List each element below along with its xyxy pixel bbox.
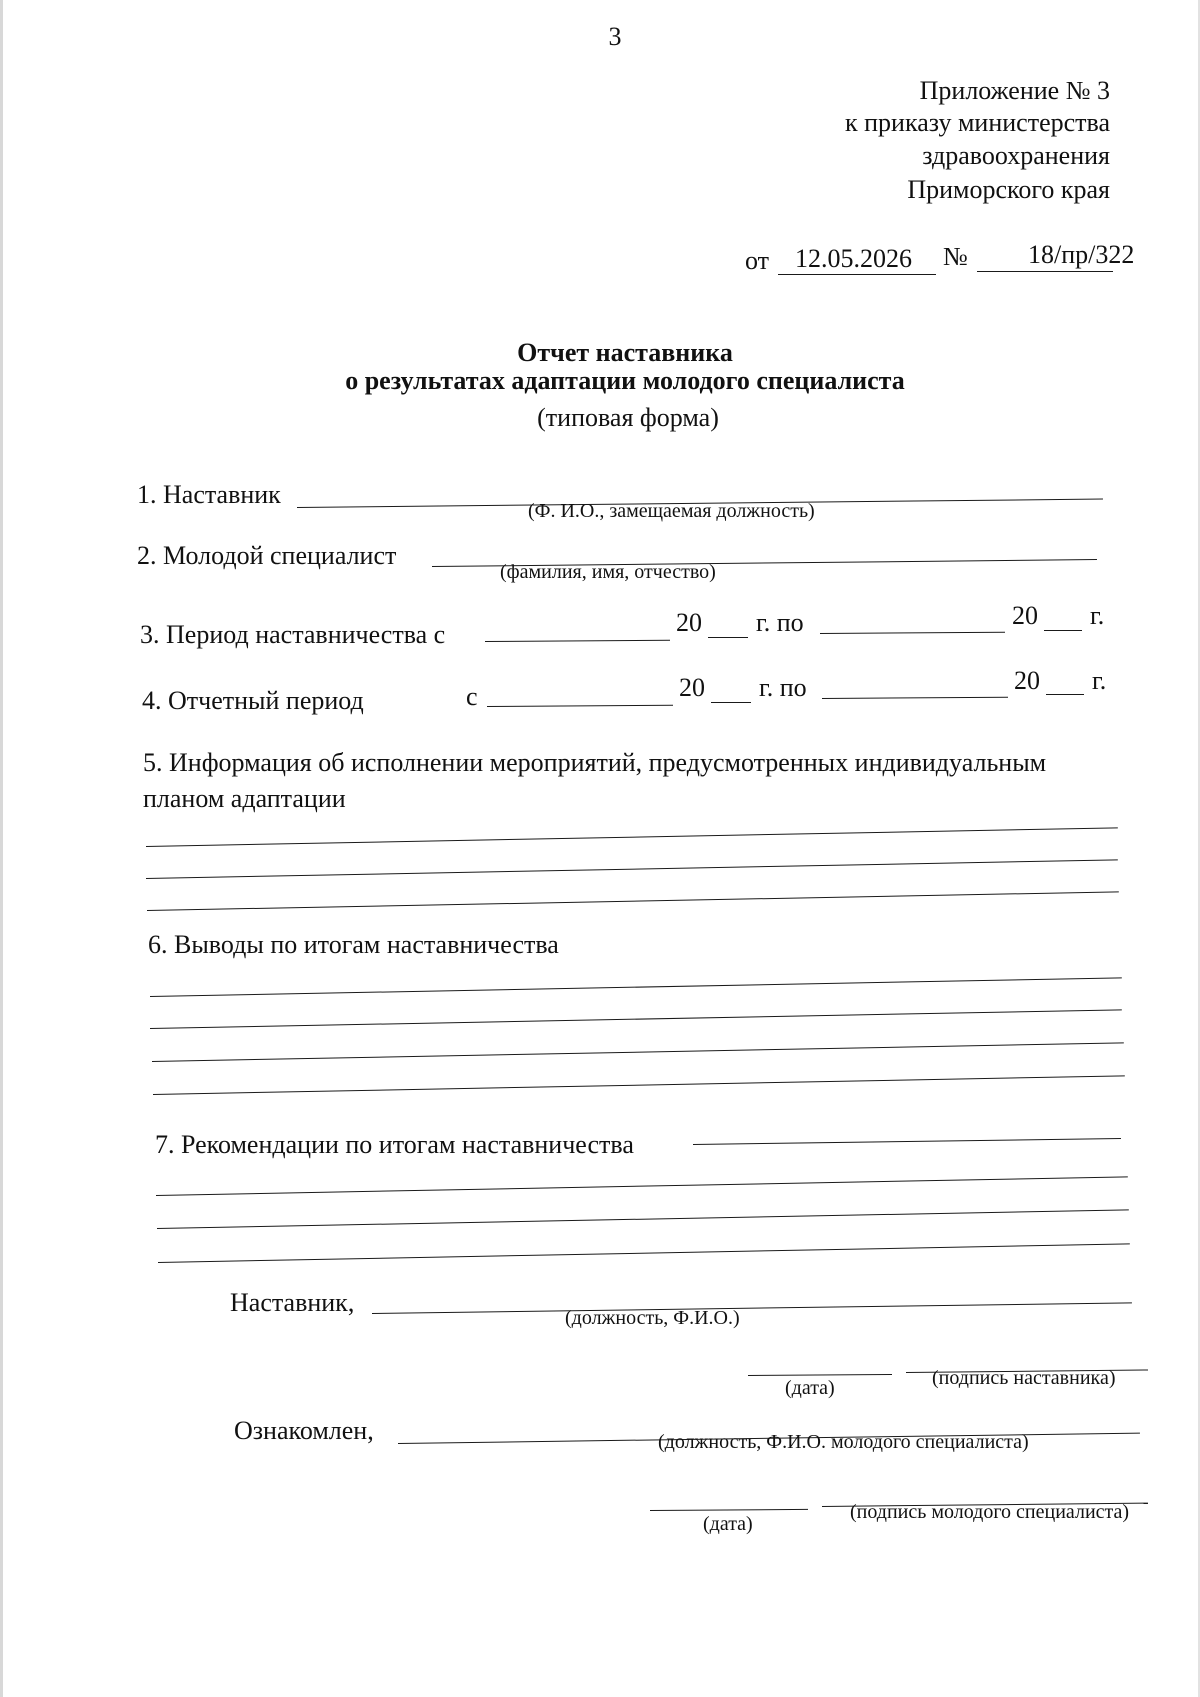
report-start-year-prefix: 20	[679, 673, 705, 702]
period-end-suffix: г.	[1090, 601, 1105, 630]
mentor-sign-line[interactable]	[372, 1302, 1132, 1314]
report-start-line[interactable]	[487, 705, 673, 707]
appendix-line-3: здравоохранения	[922, 141, 1110, 170]
mentor-label: 1. Наставник	[137, 480, 281, 509]
period-end-year-prefix: 20	[1012, 601, 1038, 630]
scan-edge-left	[0, 0, 3, 1697]
title-line-2: о результатах адаптации молодого специалиста	[345, 366, 905, 395]
mentor-field-hint: (Ф. И.О., замещаемая должность)	[528, 500, 815, 522]
mentor-sign-hint: (должность, Ф.И.О.)	[565, 1307, 740, 1329]
title-line-1: Отчет наставника	[517, 338, 733, 367]
conclusions-line-4[interactable]	[153, 1075, 1125, 1095]
info-line-2[interactable]	[146, 859, 1118, 879]
period-start-year-prefix: 20	[676, 608, 702, 637]
recommendations-line-4[interactable]	[158, 1243, 1130, 1263]
info-label-line-2: планом адаптации	[143, 784, 346, 813]
period-start-suffix: г. по	[756, 608, 804, 637]
period-end-line[interactable]	[820, 632, 1005, 634]
report-from-label: с	[466, 682, 478, 711]
conclusions-line-2[interactable]	[150, 1009, 1122, 1029]
report-end-year-line[interactable]	[1046, 694, 1084, 695]
conclusions-line-1[interactable]	[150, 977, 1122, 997]
report-end-line[interactable]	[822, 697, 1008, 699]
conclusions-line-3[interactable]	[152, 1042, 1124, 1062]
mentor-date-line[interactable]	[748, 1374, 892, 1376]
order-number-underline	[977, 271, 1113, 272]
appendix-line-1: Приложение № 3	[919, 76, 1110, 105]
report-end-year-prefix: 20	[1014, 666, 1040, 695]
period-label: 3. Период наставничества с	[140, 620, 446, 649]
recommendations-line-2[interactable]	[156, 1176, 1128, 1196]
order-date: 12.05.2026	[795, 244, 912, 273]
period-start-year-line[interactable]	[708, 637, 748, 638]
acquainted-label: Ознакомлен,	[234, 1416, 374, 1445]
specialist-date-hint: (дата)	[703, 1513, 753, 1535]
appendix-line-2: к приказу министерства	[845, 108, 1110, 137]
info-line-1[interactable]	[146, 827, 1118, 847]
order-number-label: №	[943, 242, 968, 271]
conclusions-label: 6. Выводы по итогам наставничества	[148, 930, 559, 959]
page-number: 3	[608, 22, 622, 51]
recommendations-line-3[interactable]	[157, 1209, 1129, 1229]
mentor-sign-label: Наставник,	[230, 1288, 355, 1317]
order-from-label: от	[745, 246, 770, 275]
specialist-signature-hint: (подпись молодого специалиста)	[850, 1501, 1130, 1523]
order-number: 18/пр/322	[1028, 240, 1135, 269]
acquainted-hint: (должность, Ф.И.О. молодого специалиста)	[658, 1431, 1029, 1453]
title-line-3: (типовая форма)	[537, 403, 719, 432]
recommendations-label: 7. Рекомендации по итогам наставничества	[155, 1130, 634, 1159]
report-end-suffix: г.	[1092, 666, 1107, 695]
specialist-field-hint: (фамилия, имя, отчество)	[500, 561, 716, 583]
specialist-label: 2. Молодой специалист	[137, 541, 397, 570]
period-start-line[interactable]	[485, 640, 670, 642]
period-end-year-line[interactable]	[1044, 630, 1082, 631]
info-label-line-1: 5. Информация об исполнении мероприятий, предусмотренных индивидуальным	[143, 748, 1047, 777]
mentor-signature-hint: (подпись наставника)	[932, 1367, 1116, 1389]
appendix-line-4: Приморского края	[907, 175, 1110, 204]
recommendations-line-1[interactable]	[693, 1138, 1121, 1145]
report-start-suffix: г. по	[759, 673, 807, 702]
info-line-3[interactable]	[147, 891, 1119, 911]
order-date-underline	[778, 274, 936, 275]
report-start-year-line[interactable]	[711, 702, 751, 703]
report-label: 4. Отчетный период	[142, 686, 364, 715]
specialist-date-line[interactable]	[650, 1509, 808, 1511]
mentor-date-hint: (дата)	[785, 1377, 835, 1399]
